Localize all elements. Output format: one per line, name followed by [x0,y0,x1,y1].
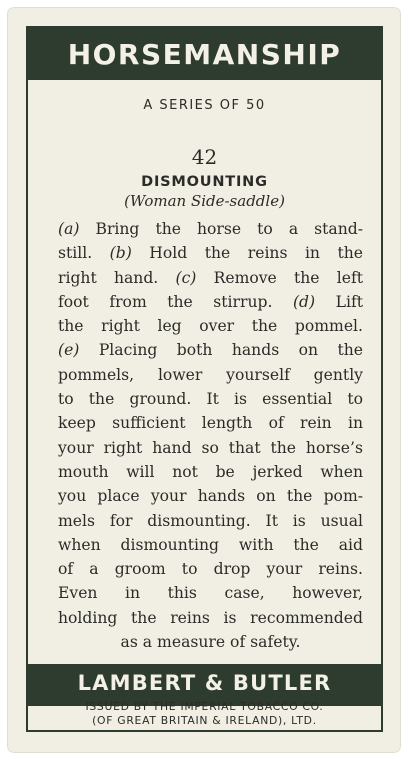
body-text-segment: still. [58,244,110,263]
body-text-segment: right hand. [58,268,176,287]
body-text-segment: foot from the stirrup. [58,292,293,311]
body-line [58,484,363,508]
body-text-segment: Even in this case, however, [58,584,363,603]
body-line [58,411,363,435]
body-text-segment: of a groom to drop your reins. [58,560,363,579]
step-marker: (e) [58,341,80,360]
body-text-segment: Lift [315,292,363,311]
series-label: A SERIES OF 50 [143,98,266,113]
body-line [58,436,363,460]
body-line [58,630,363,654]
body-line [58,533,363,557]
body-line [58,314,363,338]
body-line [58,509,363,533]
body-text-segment: when dismounting with the aid [58,535,363,554]
step-marker: (b) [109,244,132,263]
body-text-segment: Hold the reins in the [131,244,363,263]
card-body-text [58,217,363,654]
body-line [58,290,363,314]
body-text-segment: the right leg over the pommel. [58,317,363,336]
body-text-segment: Remove the left [196,268,363,287]
title-banner [28,28,381,80]
body-line [58,606,363,630]
step-marker: (d) [292,292,316,311]
step-marker: (c) [175,268,197,287]
body-line [58,581,363,605]
body-text-segment: Bring the horse to a stand- [79,220,363,238]
body-text-segment: your right hand so that the horse’s [58,438,363,457]
issuer-line-2: (OF GREAT BRITAIN & IRELAND), LTD. [92,714,317,727]
body-text-segment: as a measure of safety. [120,633,301,652]
body-line [58,241,363,265]
card-heading: DISMOUNTING [141,174,268,190]
card-title: HORSEMANSHIP [67,38,342,71]
body-line [58,460,363,484]
body-text-segment: to the ground. It is essential to [58,390,363,409]
body-line [58,217,363,241]
body-line [58,387,363,411]
step-marker: (a) [58,220,80,238]
body-line [58,557,363,581]
body-text-segment: pommels, lower yourself gently [58,365,363,384]
issuer-statement [28,700,381,728]
issuer-line-1: ISSUED BY THE IMPERIAL TOBACCO CO. [85,700,324,713]
body-line [58,338,363,362]
body-text-segment: mels for dismounting. It is usual [58,511,363,530]
card-number: 42 [191,145,218,169]
brand-name: LAMBERT & BUTLER [77,671,332,695]
body-line [58,363,363,387]
card-subheading: (Woman Side-saddle) [124,192,285,210]
body-text-segment: holding the reins is recommended [58,608,363,627]
body-line [58,266,363,290]
body-text-segment: Placing both hands on the [79,341,363,360]
body-text-segment: keep sufficient length of rein in [58,414,363,433]
body-text-segment: you place your hands on the pom- [58,487,363,506]
body-text-segment: mouth will not be jerked when [58,462,363,481]
